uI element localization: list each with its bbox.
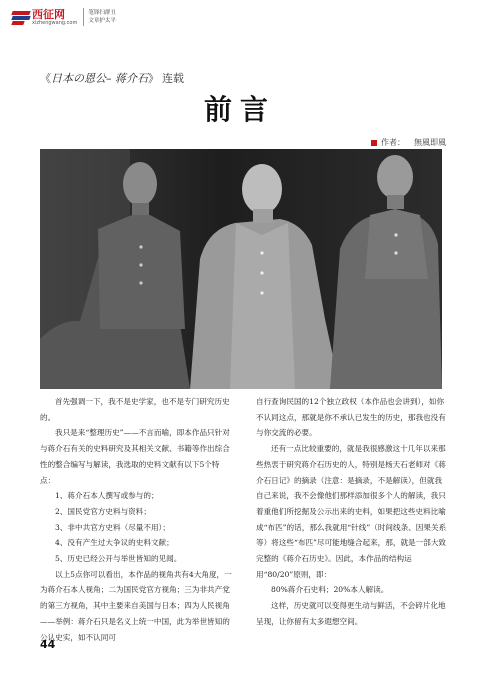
series-suffix: 连载 <box>162 72 184 85</box>
masthead <box>12 6 116 28</box>
site-logo <box>32 9 77 26</box>
article-column-left <box>40 394 233 645</box>
historical-photo <box>40 149 442 389</box>
logo-url: xizhengwang.com <box>32 19 78 26</box>
page-title: 前言 <box>203 93 276 126</box>
article-column-right <box>256 394 449 630</box>
masthead-divider <box>83 8 84 26</box>
list-item: 5、历史已经公开与举世皆知的见闻。 <box>55 554 182 564</box>
paragraph: 80%蒋介石史料；20%本人解读。 <box>271 585 389 595</box>
series-title <box>40 70 184 86</box>
masthead-slogan <box>88 9 116 25</box>
red-square-icon <box>371 140 377 146</box>
logo-name: 西征网 <box>32 7 65 21</box>
author-label: 作者： <box>381 138 405 147</box>
list-item: 2、国民党官方史料与资料； <box>55 506 151 516</box>
slogan-line-1: 笔锋扫群丑 <box>88 10 116 16</box>
paragraph: 这样，历史就可以变得更生动与鲜活，不会碎片化地呈现，让你留有太多遐想空间。 <box>256 601 446 626</box>
paragraph: 还有一点比较重要的，就是我很感激这十几年以来那些热衷于研究蒋介石历史的人，特别是杨天石老师对《蒋介石日记》的摘录（注意：是摘录，不是解读），但就我自己来说，我不会像他们那样添加很多个人的解读，我只着重他们所挖掘及公示出来的史料，如果把这些史料比喻成“布匹”的话，那么我就用“针线”（时间线条、因果关系等）将这些“布匹”尽可能地缝合起来，那，就是一部大致完整的《蒋介石历史》。因此，本作品的结构运用“80/20”原则，即： <box>256 444 447 579</box>
paragraph: 首先强调一下，我不是史学家，也不是专门研究历史的。 <box>40 397 230 422</box>
list-item: 1、蒋介石本人撰写或参与的； <box>55 491 159 501</box>
author-name: 無風即風 <box>414 138 446 147</box>
list-item: 3、非中共官方史料（尽量不用）； <box>55 522 170 532</box>
paragraph: 我只是来“整理历史”——不言而喻，即本作品只针对与蒋介石有关的史料研究及其相关文献、书籍等作出综合性的整合编写与解读，我选取的史料文献有以下5个特点： <box>40 428 230 485</box>
paragraph: 自行查询民国的12个独立政权（本作品也会讲到），如你不认同这点，那就是你不承认已发生的历史，那我也没有与你交流的必要。 <box>256 397 446 438</box>
list-item: 4、没有产生过大争议的史料文献； <box>55 538 174 548</box>
series-open-bracket: 《 <box>40 72 51 85</box>
paragraph: 以上5点你可以看出，本作品的视角共有4大角度，一为蒋介石本人视角；二为国民党官方视角；三为非共产党的第三方视角，其中主要来自美国与日本；四为人民视角——举例：蒋介石只是名义上统一中国，此为举世皆知的公认史实，如不认同可 <box>40 569 232 642</box>
flag-logo-icon <box>12 10 30 24</box>
series-name: 日本の恩公– 蒋介石 <box>51 72 148 85</box>
series-close-bracket: 》 <box>148 72 159 85</box>
page-number: 44 <box>40 638 56 651</box>
slogan-line-2: 文章护太平 <box>88 18 116 24</box>
author-line <box>371 137 446 148</box>
